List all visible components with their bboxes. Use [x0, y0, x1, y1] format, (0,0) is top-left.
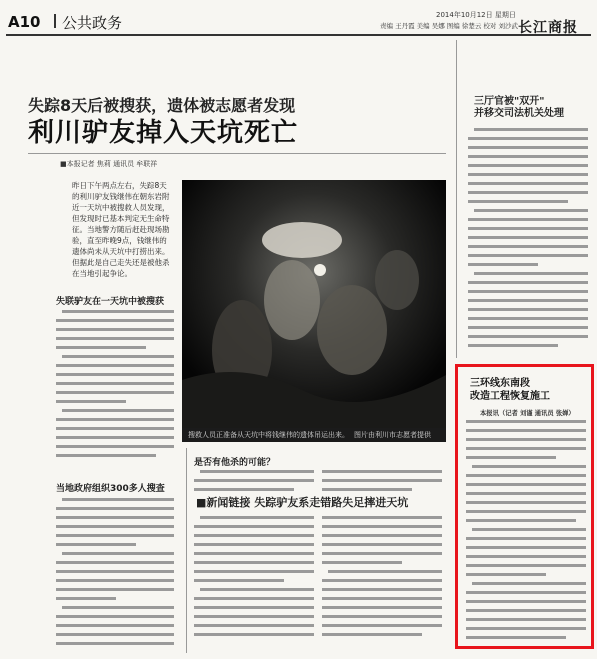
- text-lines-graphic: [468, 126, 590, 352]
- body-column-mid-3: [194, 514, 444, 654]
- text-lines-graphic: [194, 468, 316, 494]
- box-article-title: [470, 377, 550, 403]
- subheading-2: 当地政府组织300多人搜查: [56, 484, 165, 494]
- right-article-body: [468, 126, 590, 352]
- header-divider: [54, 14, 56, 28]
- text-lines-graphic: [466, 418, 588, 644]
- body-column-left-1: [56, 308, 176, 468]
- photo-caption-bar: [182, 428, 446, 442]
- subheading-question: 是否有他杀的可能？: [194, 458, 276, 468]
- photo-caption: 搜救人员正准备从天坑中将钱继伟的遗体吊运出来。: [188, 431, 349, 439]
- box-article-title-line-2: 改造工程恢复施工: [470, 391, 550, 402]
- section-title: 公共政务: [62, 14, 123, 32]
- page-header: [6, 8, 591, 36]
- right-article-title: [474, 96, 564, 120]
- body-column-mid-1: [194, 468, 316, 494]
- text-lines-graphic: [56, 496, 176, 651]
- box-article-title-line-1: 三环线东南段: [470, 378, 530, 389]
- subheading-1: 失联驴友在一天坑中被搜获: [56, 297, 165, 307]
- text-lines-graphic: [56, 308, 176, 468]
- text-lines-graphic: [322, 468, 444, 494]
- box-article-body: [466, 418, 588, 644]
- right-article-title-line-1: 三厅官被"双开": [474, 96, 545, 107]
- box-article-byline: 本报讯（记者 刘谨 通讯员 张婵）: [480, 410, 575, 417]
- column-divider: [456, 40, 457, 358]
- story-subtitle: 失踪8天后被搜获，遗体被志愿者发现: [28, 96, 296, 115]
- story-lead: 昨日下午两点左右，失踪8天的利川驴友钱继伟在朝东岩附近一天坑中被搜救人员发现，但发现时已基本判定无生命特征。当地警方随后赶赴现场勘验，直至昨晚9点，钱继伟的遗体尚未从天坑中打捞出来。但据此是自己走失还是被他杀在当地引起争论。: [72, 181, 170, 278]
- story-headline: 利川驴友掉入天坑死亡: [28, 118, 299, 148]
- right-article-title-line-2: 并移交司法机关处理: [474, 108, 564, 119]
- newspaper-logo: 长江商报: [518, 20, 578, 36]
- headline-rule: [28, 153, 446, 154]
- story-byline: ■本报记者 焦莉 通讯员 牟联祥: [60, 160, 158, 168]
- column-divider: [186, 448, 187, 653]
- body-column-left-2: [56, 496, 176, 651]
- photo-credit: 图片由利川市志愿者提供: [354, 431, 431, 439]
- page-number: A10: [8, 13, 41, 31]
- rescue-photo: [182, 180, 446, 442]
- issue-date: 2014年10月12日 星期日: [436, 11, 516, 19]
- news-link-heading: ■新闻链接 失踪驴友系走错路失足摔进天坑: [196, 496, 409, 509]
- editor-credits: 责编 王丹霞 美编 吴娜 图编 徐楚云 校对 刘沙武: [380, 22, 518, 30]
- photo-illustration: [182, 180, 446, 442]
- text-lines-graphic: [194, 514, 444, 654]
- body-column-mid-2: [322, 468, 444, 494]
